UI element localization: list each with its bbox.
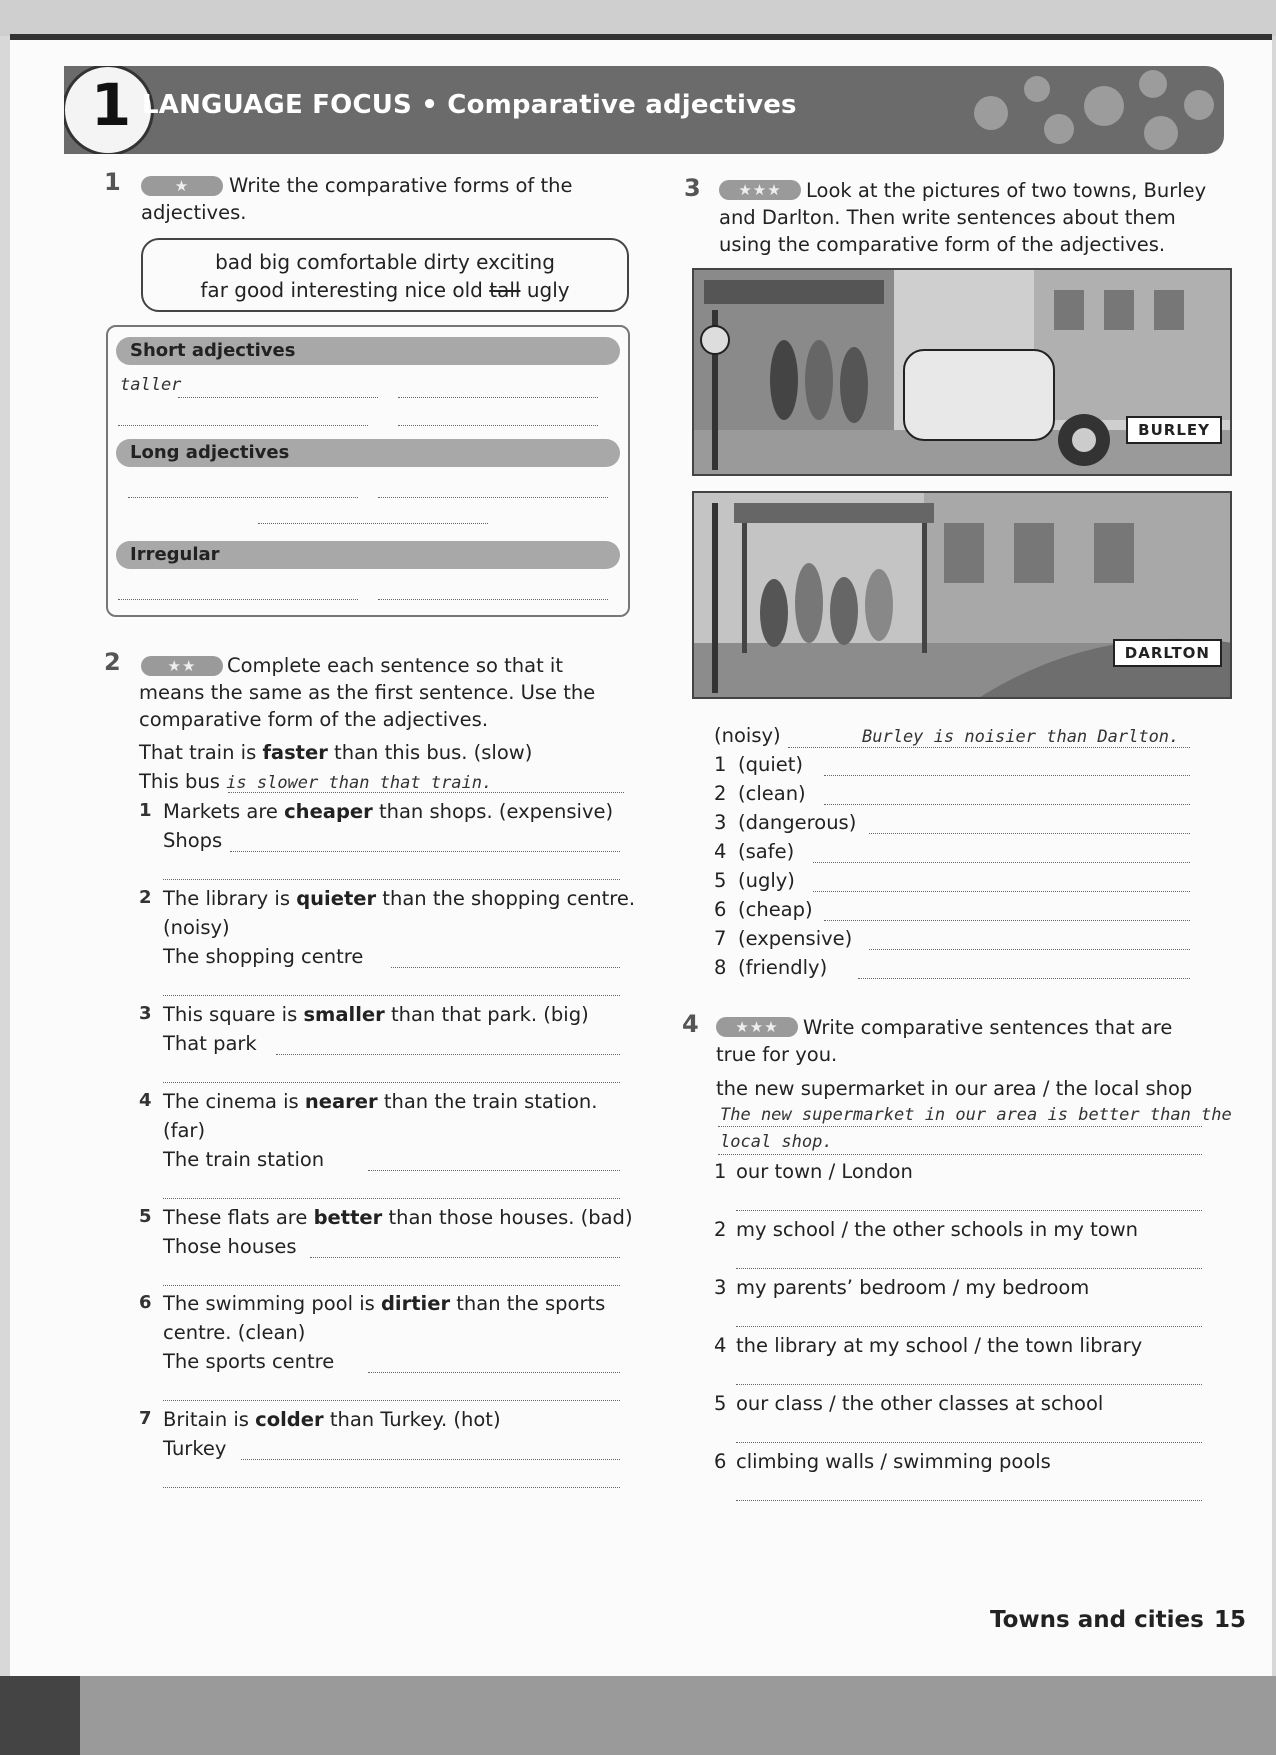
answer-line[interactable] [128, 497, 358, 498]
answer-line[interactable] [718, 1126, 1202, 1127]
word-list-part: far good interesting nice old [200, 278, 490, 302]
exercise-2-instruction-cont: comparative form of the adjectives. [139, 708, 489, 731]
item-prompt: my school / the other schools in my town [736, 1218, 1139, 1241]
answer-line[interactable] [869, 833, 1190, 834]
word-list-line-2 [143, 276, 627, 304]
exercise-1-instruction: Write the comparative forms of the [229, 174, 573, 197]
item-sentence [163, 1206, 633, 1229]
heading-long-adjectives: Long adjectives [116, 439, 620, 467]
text: These flats are [163, 1206, 314, 1229]
heading-short-adjectives: Short adjectives [116, 337, 620, 365]
bold-word: nearer [304, 1090, 378, 1113]
exercise-3-instruction-cont: using the comparative form of the adjectives. [719, 233, 1166, 256]
item-number: 4 [714, 840, 727, 863]
answer-line[interactable] [736, 1384, 1202, 1385]
answer-line[interactable] [163, 1198, 620, 1199]
scan-top-margin [0, 0, 1276, 36]
item-prompt: (friendly) [738, 956, 828, 979]
ex4-example-prompt: the new supermarket in our area / the local shop [716, 1077, 1193, 1100]
footer-section-title: Towns and cities [990, 1607, 1204, 1633]
item-prompt: our class / the other classes at school [736, 1392, 1104, 1415]
text: The cinema is [163, 1090, 305, 1113]
text: than Turkey. (hot) [323, 1408, 501, 1431]
difficulty-star-icon: ★ [141, 176, 223, 196]
page-number: 15 [1214, 1607, 1247, 1633]
item-prompt: the library at my school / the town library [736, 1334, 1143, 1357]
answer-line[interactable] [163, 1285, 620, 1286]
answer-line[interactable] [869, 949, 1190, 950]
answer-line[interactable] [391, 967, 621, 968]
item-number: 3 [139, 1003, 152, 1024]
text: The library is [163, 887, 297, 910]
item-number: 2 [714, 782, 727, 805]
answer-line[interactable] [118, 425, 368, 426]
ex2-example-answer-line [139, 770, 492, 793]
struck-word: tall [489, 278, 521, 302]
answer-line[interactable] [163, 879, 620, 880]
bold-word: smaller [303, 1003, 385, 1026]
answer-line[interactable] [824, 775, 1190, 776]
answer-line[interactable] [228, 792, 624, 793]
item-number: 3 [714, 811, 727, 834]
item-prompt: (safe) [738, 840, 795, 863]
item-start-words: The train station [163, 1148, 325, 1171]
item-prompt: (ugly) [738, 869, 795, 892]
item-number: 5 [139, 1206, 152, 1227]
answer-line[interactable] [276, 1054, 621, 1055]
item-prompt: (dangerous) [738, 811, 857, 834]
exercise-4-number: 4 [682, 1010, 699, 1038]
ex2-example-sentence [139, 741, 532, 764]
difficulty-stars-icon: ★★★ [719, 180, 801, 200]
item-start-words: Shops [163, 829, 223, 852]
text: than the sports [450, 1292, 606, 1315]
answer-line[interactable] [813, 862, 1190, 863]
item-start-words: Turkey [163, 1437, 227, 1460]
item-sentence-cont: (far) [163, 1119, 206, 1142]
item-sentence [163, 1408, 501, 1431]
scan-bottom-margin [0, 1676, 1276, 1755]
exercise-3-instruction: Look at the pictures of two towns, Burley [806, 179, 1207, 202]
item-number: 1 [714, 753, 727, 776]
item-sentence [163, 887, 635, 910]
answer-line[interactable] [736, 1500, 1202, 1501]
item-start-words: The shopping centre [163, 945, 364, 968]
text: That train is [139, 741, 263, 764]
text: This bus [139, 770, 227, 793]
word-list-line-1: bad big comfortable dirty exciting [215, 250, 555, 274]
answer-line[interactable] [310, 1257, 620, 1258]
bold-word: dirtier [380, 1292, 451, 1315]
item-prompt: (clean) [738, 782, 806, 805]
item-number: 4 [139, 1090, 152, 1111]
difficulty-stars-icon: ★★ [141, 656, 223, 676]
item-start-words: The sports centre [163, 1350, 335, 1373]
item-number: 4 [714, 1334, 727, 1357]
bold-word: better [313, 1206, 383, 1229]
answer-line[interactable] [788, 747, 1190, 748]
exercise-3-instruction-cont: and Darlton. Then write sentences about them [719, 206, 1176, 229]
text: The swimming pool is [163, 1292, 381, 1315]
item-number: 5 [714, 869, 727, 892]
item-prompt: our town / London [736, 1160, 913, 1183]
answer-line[interactable] [368, 1372, 621, 1373]
answer-line[interactable] [813, 891, 1190, 892]
bold-word: faster [262, 741, 328, 764]
ex3-example-answer: Burley is noisier than Darlton. [862, 727, 1180, 747]
burley-label: BURLEY [1126, 416, 1222, 444]
ex3-example-prompt: (noisy) [714, 724, 781, 747]
word-box [141, 238, 629, 312]
item-sentence [163, 800, 613, 823]
answer-line[interactable] [230, 851, 621, 852]
answer-line[interactable] [824, 804, 1190, 805]
unit-banner [64, 66, 1224, 154]
item-number: 6 [714, 898, 727, 921]
text: than this bus. (slow) [327, 741, 533, 764]
item-number: 8 [714, 956, 727, 979]
item-prompt: climbing walls / swimming pools [736, 1450, 1051, 1473]
page-title: LANGUAGE FOCUS • Comparative adjectives [142, 90, 797, 120]
answer-line[interactable] [163, 1487, 620, 1488]
item-number: 1 [139, 800, 152, 821]
item-prompt: my parents’ bedroom / my bedroom [736, 1276, 1090, 1299]
adjective-table [106, 325, 630, 617]
item-sentence-cont: (noisy) [163, 916, 230, 939]
darlton-town-illustration [692, 491, 1232, 699]
exercise-4-instruction-cont: true for you. [716, 1043, 838, 1066]
bold-word: cheaper [284, 800, 373, 823]
heading-irregular: Irregular [116, 541, 620, 569]
burley-street-scene [694, 270, 1232, 476]
answer-line[interactable] [736, 1442, 1202, 1443]
answer-line[interactable] [163, 995, 620, 996]
handwritten-answer: is slower than that train. [226, 773, 493, 793]
page-top-rule [10, 34, 1272, 40]
bold-word: quieter [296, 887, 377, 910]
answer-line[interactable] [718, 1154, 1202, 1155]
item-number: 2 [139, 887, 152, 908]
answer-line[interactable] [736, 1210, 1202, 1211]
item-prompt: (quiet) [738, 753, 804, 776]
exercise-4-instruction: Write comparative sentences that are [803, 1016, 1173, 1039]
exercise-3-number: 3 [684, 174, 701, 202]
unit-number-badge [64, 66, 154, 154]
item-sentence [163, 1090, 597, 1113]
answer-line[interactable] [178, 397, 378, 398]
answer-line[interactable] [163, 1400, 620, 1401]
item-number: 6 [714, 1450, 727, 1473]
exercise-1-number: 1 [104, 168, 121, 196]
exercise-2-instruction: Complete each sentence so that it [227, 654, 563, 677]
answer-line[interactable] [163, 1082, 620, 1083]
short-example-answer: taller [120, 375, 182, 395]
answer-line[interactable] [118, 599, 358, 600]
text: than the shopping centre. [376, 887, 636, 910]
bold-word: colder [255, 1408, 324, 1431]
item-number: 2 [714, 1218, 727, 1241]
item-number: 1 [714, 1160, 727, 1183]
exercise-2-instruction-cont: means the same as the first sentence. Use the [139, 681, 596, 704]
item-sentence [163, 1003, 589, 1026]
item-start-words: Those houses [163, 1235, 297, 1258]
burley-town-illustration [692, 268, 1232, 476]
answer-line[interactable] [378, 599, 608, 600]
item-number: 6 [139, 1292, 152, 1313]
exercise-2-number: 2 [104, 648, 121, 676]
answer-line[interactable] [258, 523, 488, 524]
darlton-label: DARLTON [1113, 639, 1222, 667]
item-number: 3 [714, 1276, 727, 1299]
text: than those houses. (bad) [382, 1206, 633, 1229]
item-sentence [163, 1292, 605, 1315]
text: Britain is [163, 1408, 256, 1431]
ex4-example-answer: The new supermarket in our area is better than the [720, 1105, 1232, 1125]
unit-number: 1 [90, 71, 132, 139]
item-number: 7 [139, 1408, 152, 1429]
answer-line[interactable] [824, 920, 1190, 921]
answer-line[interactable] [736, 1268, 1202, 1269]
item-number: 7 [714, 927, 727, 950]
text: This square is [163, 1003, 304, 1026]
answer-line[interactable] [378, 497, 608, 498]
answer-line[interactable] [736, 1326, 1202, 1327]
answer-line[interactable] [398, 397, 598, 398]
word-list-part: ugly [520, 278, 570, 302]
text: than that park. (big) [384, 1003, 589, 1026]
item-start-words: That park [163, 1032, 257, 1055]
answer-line[interactable] [398, 425, 598, 426]
darlton-street-scene [694, 493, 1232, 699]
text: than the train station. [377, 1090, 598, 1113]
text: than shops. (expensive) [372, 800, 614, 823]
difficulty-stars-icon: ★★★ [716, 1017, 798, 1037]
answer-line[interactable] [241, 1459, 620, 1460]
item-prompt: (expensive) [738, 927, 853, 950]
item-sentence-cont: centre. (clean) [163, 1321, 306, 1344]
item-prompt: (cheap) [738, 898, 813, 921]
answer-line[interactable] [858, 978, 1190, 979]
scan-bottom-shadow [0, 1676, 80, 1755]
exercise-1-instruction-cont: adjectives. [141, 201, 247, 224]
text: Markets are [163, 800, 285, 823]
item-number: 5 [714, 1392, 727, 1415]
answer-line[interactable] [368, 1170, 621, 1171]
ex4-example-answer-cont: local shop. [720, 1132, 833, 1152]
